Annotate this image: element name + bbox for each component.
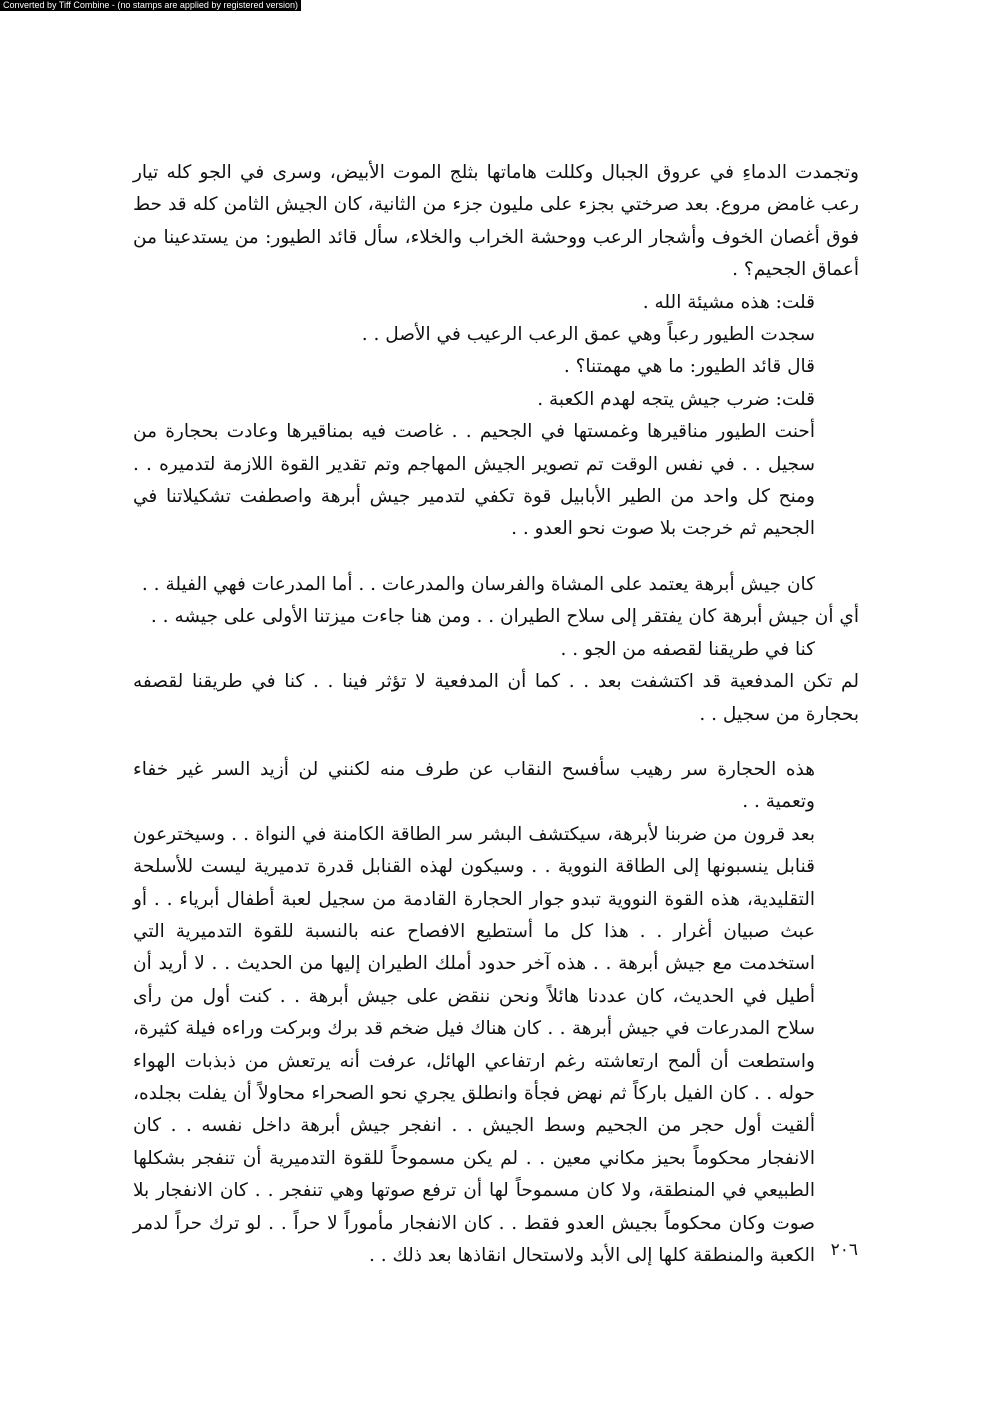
paragraph: كنا في طريقنا لقصفه من الجو . . [560, 638, 815, 660]
section-gap [133, 731, 859, 754]
paragraph: وتجمدت الدماءِ في عروق الجبال وكللت هاماتها بثلج الموت الأبيض، وسرى في الجو كله تيار رعب غامض مروع. بعد صرختي بجزء على مليون جزء من الثانية، كان الجيش الثامن كله قد حط فوق أغصان الخوف وأشجار الرعب ووحشة الخراب والخلاء، سأل قائد الطيور: من يستدعينا من أعماق الجحيم؟ . [133, 162, 859, 281]
page-number: ٢٠٦ [830, 1240, 858, 1260]
paragraph: قلت: ضرب جيش يتجه لهدم الكعبة . [537, 388, 815, 410]
section-gap [133, 546, 859, 569]
page-body [133, 157, 859, 1272]
paragraph: قلت: هذه مشيئة الله . [642, 291, 815, 313]
paragraph: أحنت الطيور مناقيرها وغمستها في الجحيم . . غاصت فيه بمناقيرها وعادت بحجارة من سجيل . . في نفس الوقت تم تصوير الجيش المهاجم وتم تقدير القوة اللازمة لتدميره . . ومنح كل واحد من الطير الأبابيل قوة تكفي لتدمير جيش أبرهة واصطفت تشكيلاتنا في الجحيم ثم خرجت بلا صوت نحو العدو . . [133, 421, 815, 540]
paragraph: هذه الحجارة سر رهيب سأفسح النقاب عن طرف منه لكنني لن أزيد السر غير خفاء وتعمية . . [133, 758, 815, 813]
paragraph: كان جيش أبرهة يعتمد على المشاة والفرسان والمدرعات . . أما المدرعات فهي الفيلة . . [141, 573, 815, 595]
paragraph: قال قائد الطيور: ما هي مهمتنا؟ . [563, 356, 815, 378]
paragraph: سجدت الطيور رعباً وهي عمق الرعب الرعيب في الأصل . . [361, 324, 815, 346]
paragraph: أي أن جيش أبرهة كان يفتقر إلى سلاح الطيران . . ومن هنا جاءت ميزتنا الأولى على جيشه . . [150, 606, 859, 628]
converter-stamp: Converted by Tiff Combine - (no stamps are applied by registered version) [0, 0, 301, 11]
paragraph: بعد قرون من ضربنا لأبرهة، سيكتشف البشر سر الطاقة الكامنة في النواة . . وسيخترعون قنابل ينسبونها إلى الطاقة النووية . . وسيكون لهذه القنابل قدرة تدميرية ليست للأسلحة التقليدية، هذه القوة النووية تبدو جوار الحجارة القادمة من سجيل لعبة أطفال أبرياء . . أو عبث صبيان أغرار . . هذا كل ما أستطيع الافصاح عنه بالنسبة للقوة التدميرية التي استخدمت مع جيش أبرهة . . هذه آخر حدود أملك الطيران إليها من الحديث . . لا أريد أن أطيل في الحديث، كان عددنا هائلاً ونحن ننقض على جيش أبرهة . . كنت أول من رأى سلاح المدرعات في جيش أبرهة . . كان هناك فيل ضخم قد برك وبركت وراءه فيلة كثيرة، واستطعت أن ألمح ارتعاشته رغم ارتفاعي الهائل، عرفت أنه يرتعش من ذبذبات الهواء حوله . . كان الفيل باركاً ثم نهض فجأة وانطلق يجري نحو الصحراء محاولاً أن يفلت بجلده، ألقيت أول حجر من الجحيم وسط الجيش . . انفجر جيش أبرهة داخل نفسه . . كان الانفجار محكوماً بحيز مكاني معين . . لم يكن مسموحاً للقوة التدميرية أن تنفجر بشكلها الطبيعي في المنطقة، ولا كان مسموحاً لها أن ترفع صوتها وهي تنفجر . . كان الانفجار بلا صوت وكان محكوماً بجيش العدو فقط . . كان الانفجار مأموراً لا حراً . . لو ترك حراً لدمر الكعبة والمنطقة كلها إلى الأبد ولاستحال انقاذها بعد ذلك . . [133, 823, 815, 1266]
paragraph: لم تكن المدفعية قد اكتشفت بعد . . كما أن المدفعية لا تؤثر فينا . . كنا في طريقنا لقصفه بحجارة من سجيل . . [133, 671, 859, 725]
